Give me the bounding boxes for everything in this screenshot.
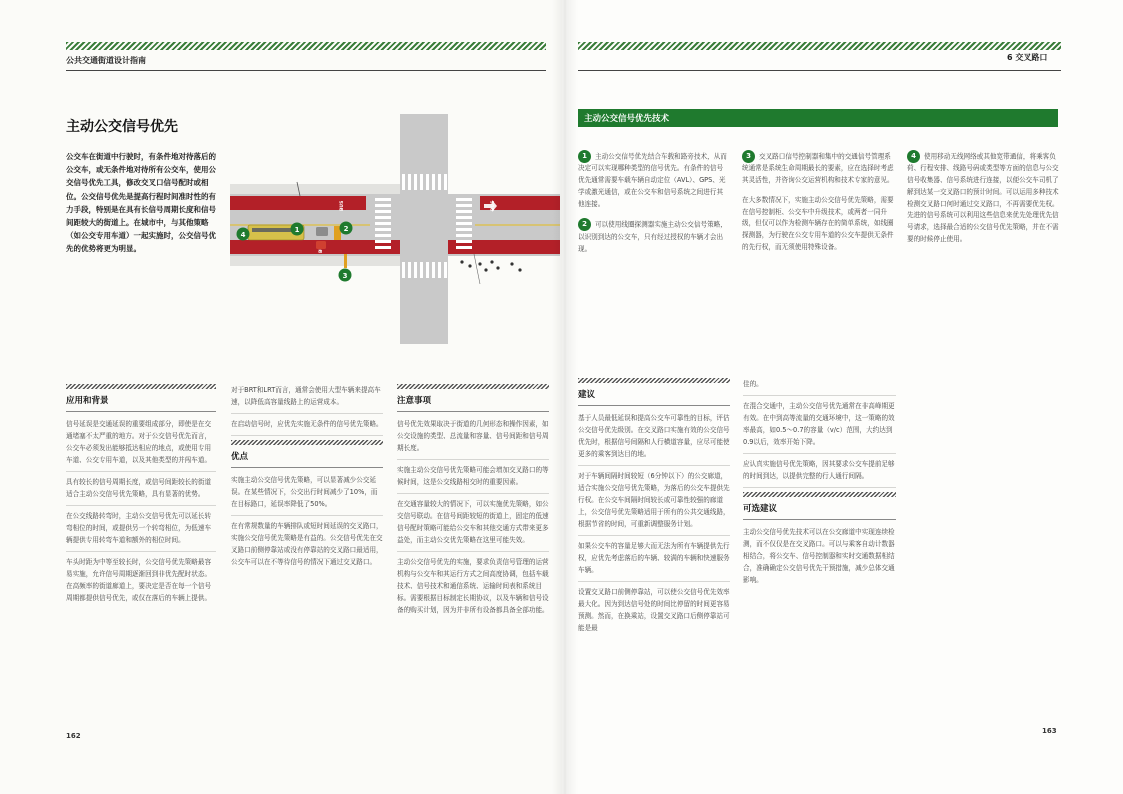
tech-item-3-cont: 在大多数情况下，实施主动公交信号优先策略，需要在信号控制柜、公交车中升级技术，或两者一同升级，但仅可以作为检测车辆存在的简单系统，如线圈探测器，为行驶在公交专用车道的公交车提供无条件的先行权，而无须使用特殊设备。 [742,195,894,252]
section-heading-optional: 可选建议 [743,503,896,520]
header-rule [578,70,1061,71]
paragraph: 车头时距为中等至较长时，公交信号优先策略最容易实施，允许信号周期逐渐回到非优先配时状态。在高频率的街道廊道上，要决定是否在每一个信号周期都提供信号优先，或仅在落后的车辆上提供。 [66,558,212,602]
antenna-line [474,254,480,284]
paragraph: 实施主动公交信号优先策略可能会增加交叉路口的等候时间，这是公交线路相交时的重要因素。 [397,464,549,494]
tech-section-bar: 主动公交信号优先技术 [578,109,1058,127]
tech-item-4: 4 使用移动无线网络或其他宽带通信，将乘客负荷、行程安排、线路号码或类型等方面的信息与公交信号收集器、信号系统进行连接，以便公交车司机了解到达某一交叉路口的预计时间。可以运用多种技术检测交叉路口何时通过交叉路口，不再需要优先权。先进的信号系统可以利用这些信息来优先处理优先信号请求，选择最合适的公交信号优先策略，并在不需要的时候停止使用。 [907,152,1059,244]
header-stripe [66,42,546,50]
paragraph: 佳的。 [743,378,896,396]
crosswalk-left [375,198,391,249]
paragraph: 对于车辆间隔时间较短（6分钟以下）的公交廊道，适合实施公交信号优先策略，为落后的公交车提供先行权。在公交车间隔时间较长或可靠性较强的廊道上，公交信号优先策略适用于所有的公共交通线路，根据节省的时间，可重新调整服务计划。 [578,470,730,536]
number-badge: 4 [907,150,920,163]
column-applications [66,384,216,613]
section-stripe [231,440,383,445]
running-head-right: 6 交叉路口 [1007,53,1048,62]
section-stripe [66,384,216,389]
tech-column-3 [907,150,1059,254]
paragraph: 在交通容量较大的情况下，可以实施优先策略，如公交信号联动。在信号间距较短的街道上，固定的低速信号配时策略可能给公交车和其他交通方式带来更多益处，而主动公交优先策略在这里可能失效。 [397,498,549,552]
running-head-left: 公共交通街道设计指南 [66,56,146,65]
marker-3 [339,269,352,282]
car-red [316,241,326,249]
section-stripe [578,378,730,383]
page-number-left: 162 [66,732,81,740]
paragraph: 如果公交车的容量足够大而无法为所有车辆提供先行权，应优先考虑落后的车辆、较满的车辆和快速服务车辆。 [578,540,730,582]
paragraph: 设置交叉路口前侧停靠站，可以使公交信号优先效率最大化。因为到达信号处的时间比停留的时间更容易预测。然而，在换乘站，设置交叉路口后侧停靠站可能是最 [578,588,730,632]
marker-2 [340,222,353,235]
car-small [316,227,328,236]
page-number-right: 163 [1042,727,1057,735]
bus-marking-1: BUS [340,200,345,211]
paragraph: 主动公交信号优先技术可以在公交廊道中实现连续检测，而不仅仅是在交叉路口。可以与乘客自动计数器相结合，将公交车、信号控制器和实时交通数据相结合，准确确定公交信号优先干预措施，减少总体交通影响。 [743,528,895,584]
section-heading-applications: 应用和背景 [66,395,216,412]
column-optional [743,378,896,595]
column-considerations [397,384,549,625]
paragraph: 信号优先效果取决于街道的几何形态和操作因素，如公交设施的类型、总流量和容量、信号间距和信号周期长度。 [397,418,549,460]
column-benefits [231,384,383,577]
paragraph: 在公交线路转弯时，主动公交信号优先可以延长转弯相位的时间，或提供另一个转弯相位，为低速车辆提供专用转弯车道和额外的相位时间。 [66,510,216,552]
section-stripe [397,384,549,389]
paragraph: 具有较长的信号周期长度，或信号间距较长的街道适合主动公交信号优先策略，具有显著的优势。 [66,476,216,506]
section-stripe [743,492,896,497]
bus-lane-top [230,196,366,210]
paragraph: 在有常规数量的车辆排队或短时间延误的交叉路口，实施公交信号优先策略是有益的。公交信号优先在交叉路口前侧停靠站或没有停靠站的交叉路口最适用，公交车可以在不等待信号的情况下通过交叉路口。 [231,522,383,566]
intersection-diagram [230,114,560,344]
paragraph: 对于BRT和LRT而言，通常会使用大型车辆来提高车速，以降低高容量线路上的运营成本。 [231,384,383,414]
pedestrians [460,260,521,271]
sidewalk-left-bottom [230,256,400,266]
paragraph: 实施主动公交信号优先策略，可以显著减少公交延误。在某些情况下，公交出行时间减少了10%，而在目标路口，延误率降低了50%。 [231,474,383,516]
svg-text:3: 3 [342,272,348,280]
svg-text:1: 1 [294,226,300,234]
tech-item-3: 3 交叉路口信号控制器和集中的交通信号管理系统通常是系统生命周期最长的要素，应在选择时考虑其灵活性，并咨询公交运营机构和技术专家的意见。 [742,152,894,185]
column-recommendations [578,378,730,643]
section-heading-benefits: 优点 [231,451,383,468]
sidewalk-left-top [230,184,400,194]
right-page [562,0,1123,794]
marker-1 [291,223,304,236]
page-title: 主动公交信号优先 [66,119,178,135]
number-badge: 2 [578,218,591,231]
intro-text: 公交车在街道中行驶时，有条件地对待落后的公交车，或无条件地对待所有公交车，使用公交信号优先工具，修改交叉口信号配时或相位。公交信号优先是提高行程时间准时性的有力手段，特别是在具有长信号周期长度和信号间距较大的街道上。在城市中，与其他策略（如公交专用车道）一起实施时，公交信号优先的优势将更为明显。 [66,152,216,254]
number-badge: 3 [742,150,755,163]
tech-item-1: 1 主动公交信号优先结合车载和路旁技术，从而决定可以实现哪种类型的信号优先。有条件的信号优先通常需要车载车辆自动定位（AVL）、GPS、光学或激光通信，或在公交车和信号系统之间进行其他连接。 [578,152,727,208]
number-badge: 1 [578,150,591,163]
detector-post [344,254,347,268]
svg-text:2: 2 [343,225,349,233]
paragraph: 信号延误是交通延误的重要组成部分，即使是在交通堵塞不太严重的地方。对于公交信号优先而言，公交车必须发出能够抵达相应的地点，或使用专用车道、公交专用车道，以及其他类型的并闯车道。 [66,418,216,472]
crosswalk-right [456,198,472,249]
tech-column-2 [742,150,896,262]
paragraph: 在启动信号时，应优先实施无条件的信号优先策略。 [231,418,383,436]
header-rule [66,70,546,71]
svg-text:4: 4 [240,231,246,239]
section-heading-considerations: 注意事项 [397,395,549,412]
paragraph: 基于人员最低延误和提高公交车可靠性的目标，评估公交信号优先级别。在交叉路口实施有效的公交信号优先时，根据信号间隔和人行横道容量，应尽可能使更多的乘客到达目的地。 [578,412,730,466]
header-stripe [578,42,1061,50]
paragraph: 应认真实施信号优先策略，因其要求公交车提前足够的时间到达，以提供完整的行人通行间隔。 [743,458,896,488]
tech-item-2: 2 可以使用线圈探测器实施主动公交信号策略，以识别到达的公交车，只有经过授权的车辆才会出现。 [578,220,727,253]
tech-column-1 [578,150,728,263]
paragraph: 在混合交通中，主动公交信号优先通常在非高峰期更有效。在中到高等流量的交通环境中，这一策略的效率最高，如0.5～0.7的容量（v/c）范围，大约达到0.9以后，效率开始下降。 [743,400,896,454]
bus-windows [252,228,296,232]
bus-lane-bottom [230,240,400,254]
paragraph: 主动公交信号优先的实施，要求负责信号管理的运营机构与公交车和其运行方式之间高度协调，包括车载技术、信号技术和通信系统、运输时间表和系统目标。需要根据目标制定长期协议，以及车辆和信号设备的购买计划，因为并非所有设备都具备全部功能。 [397,558,549,614]
section-heading-recommendations: 建议 [578,389,730,406]
marker-4 [237,228,250,241]
